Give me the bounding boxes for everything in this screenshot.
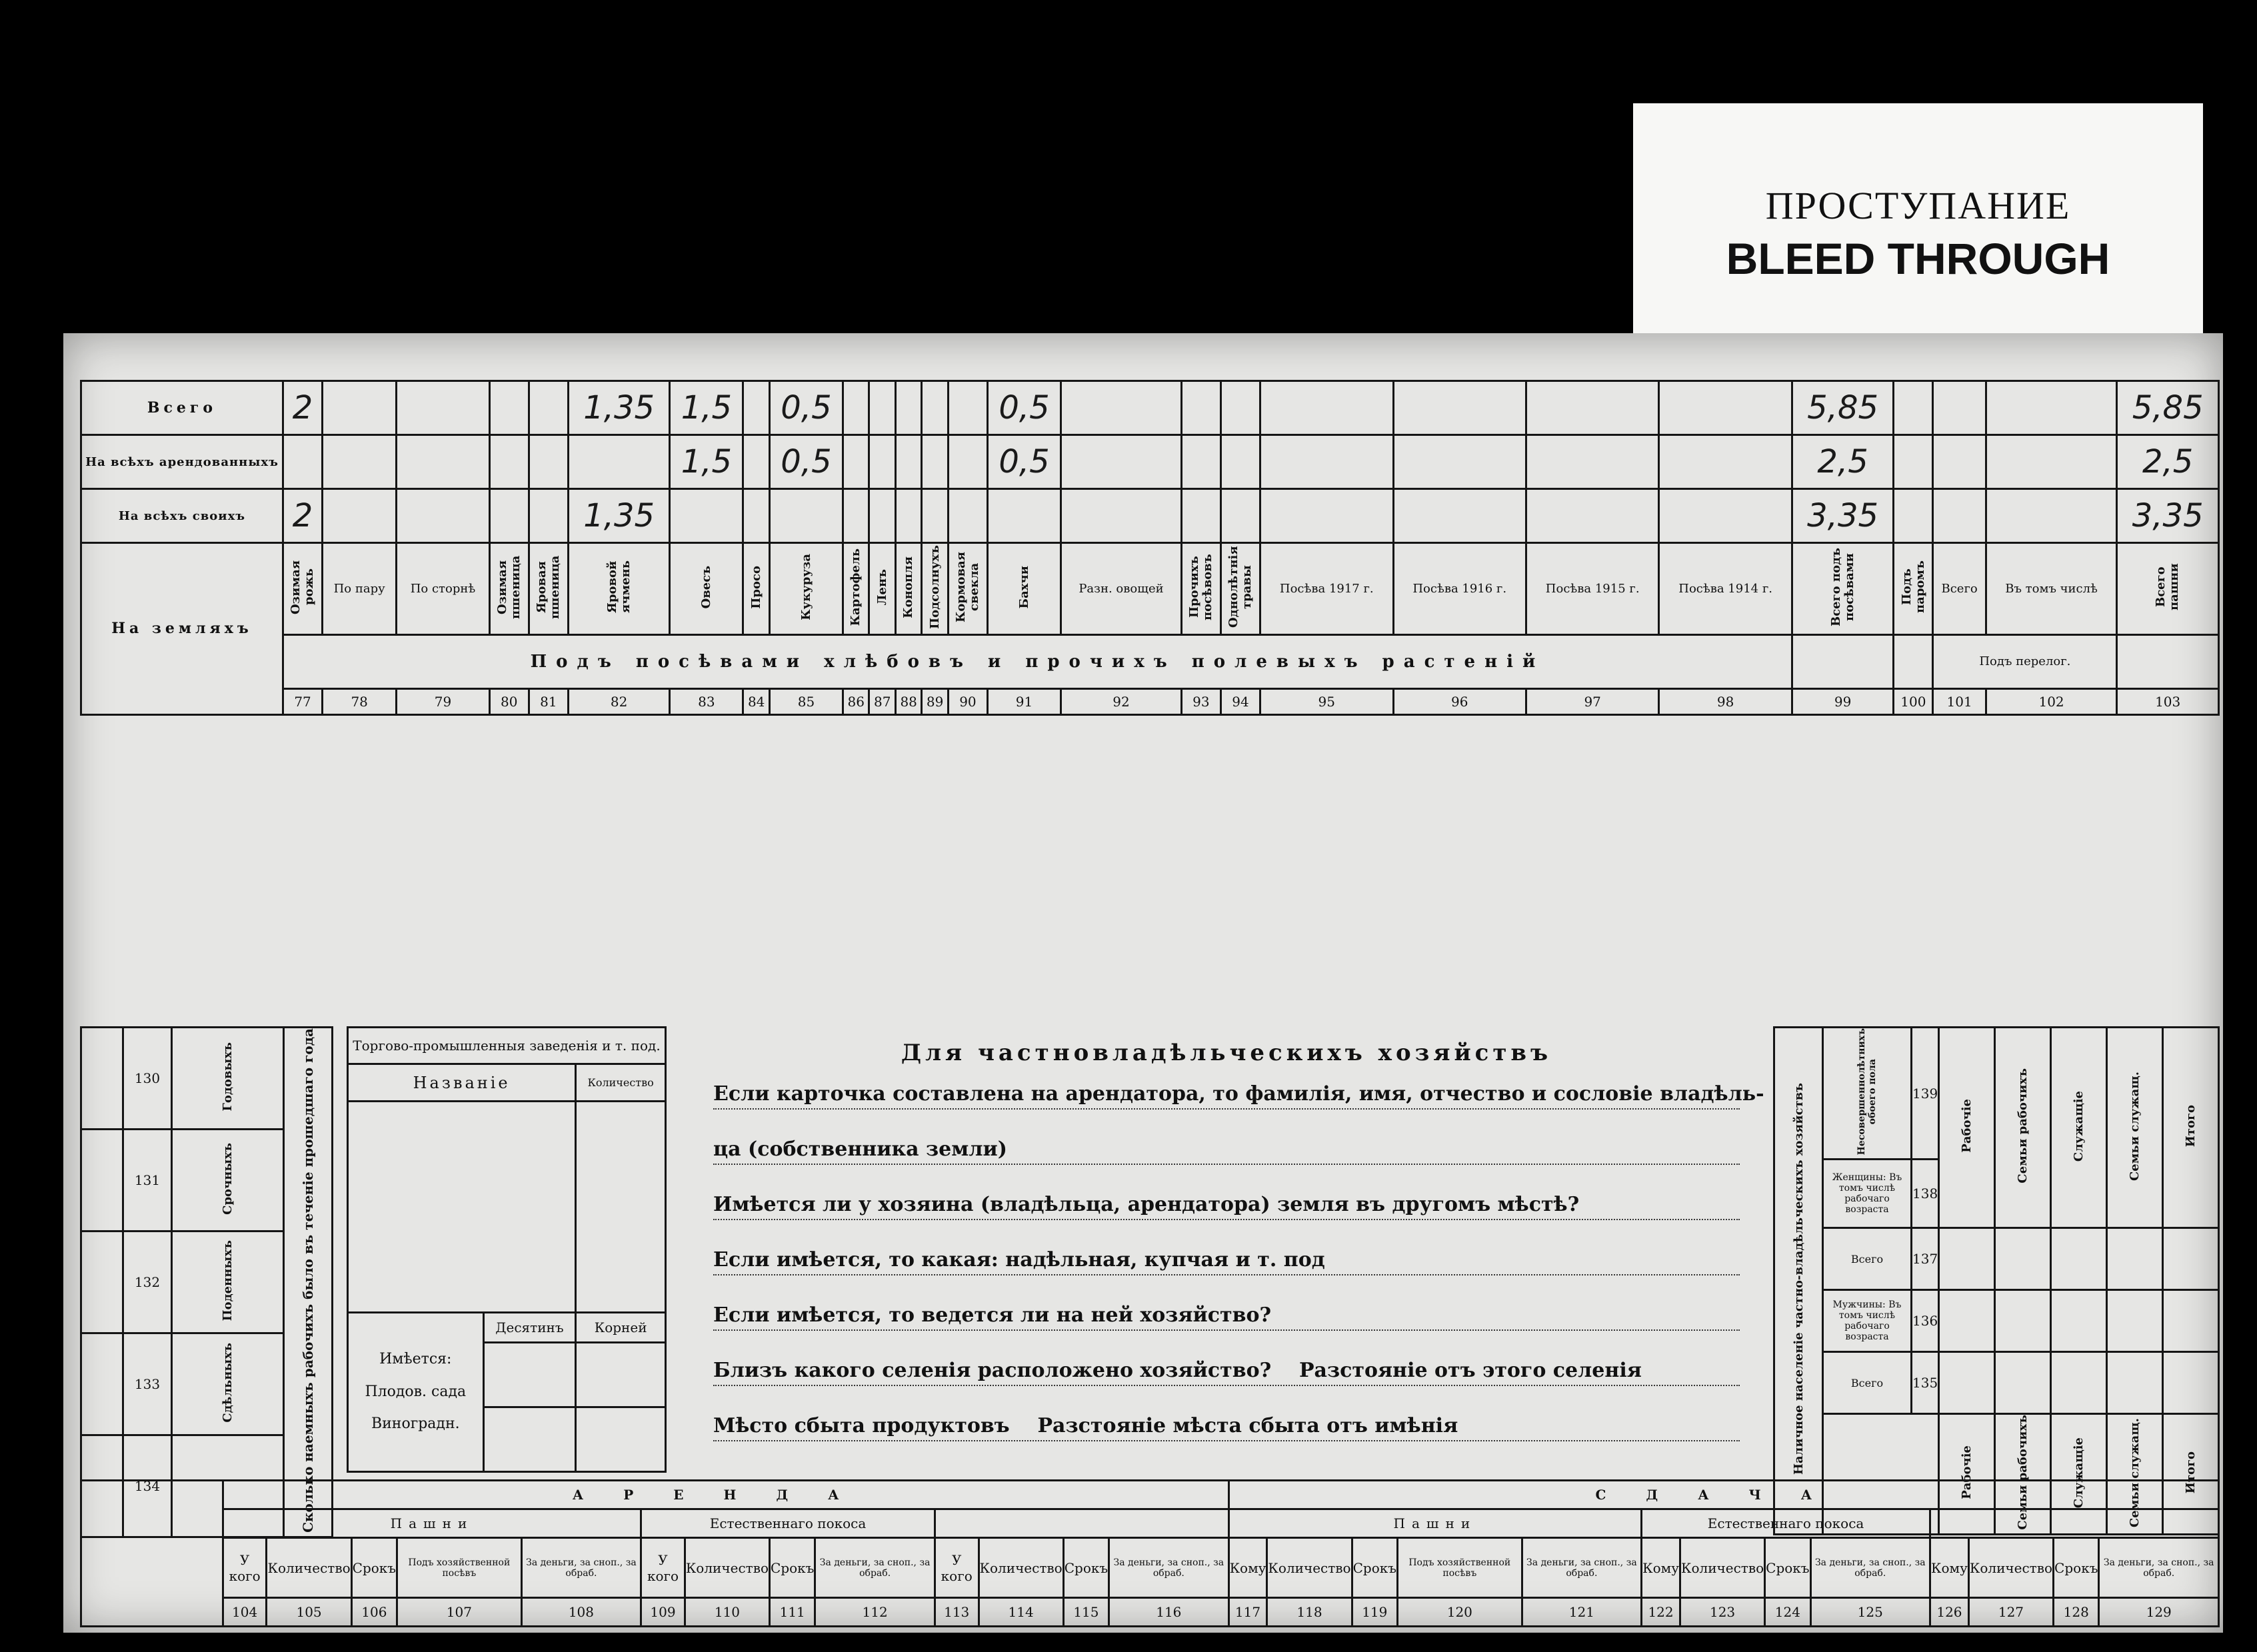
row-label-own: На всѣхъ своихъ [81, 489, 283, 543]
hw-r1c7: 1,5 [670, 381, 743, 435]
lh-121: За деньги, за сноп., за обраб. [1522, 1538, 1641, 1598]
crop-num-6: 83 [670, 688, 743, 714]
crop-h-6: Овесъ [699, 565, 713, 609]
row-label-total: Всего [81, 381, 283, 435]
pop-foot-0: Рабочіе [1960, 1445, 1974, 1499]
crops-section [80, 380, 2220, 1020]
crop-h-16: Прочихъ посѣвовъ [1187, 554, 1214, 620]
sdacha-pashni: Пашни [1228, 1509, 1642, 1538]
pop-col-4: Итого [2184, 1105, 2198, 1148]
crop-h-17: Однолѣтнія травы [1226, 546, 1254, 628]
lh-120: Подъ хозяйственной посѣвъ [1397, 1538, 1522, 1598]
crop-num-14: 91 [987, 688, 1061, 714]
hw-r2c27: 2,5 [2117, 435, 2219, 489]
worker-label-2: Поденныхъ [221, 1239, 235, 1321]
row-label-lands: На земляхъ [81, 543, 283, 715]
crop-h-22: Всего подъ посѣвами [1828, 548, 1856, 626]
lh-111: Срокъ [770, 1538, 815, 1598]
crop-num-15: 92 [1061, 688, 1182, 714]
crop-headers [81, 543, 2219, 635]
bleed-through-notice [1633, 103, 2203, 350]
trade-title: Торгово-промышленныя заведенія и т. под. [348, 1028, 666, 1064]
hw-r1c1: 2 [283, 381, 323, 435]
worker-num-4: 134 [123, 1435, 172, 1537]
desyatin-col: Десятинъ [483, 1312, 576, 1342]
private-q3: Если имѣется, то какая: надѣльная, купчая и т. под [713, 1248, 1740, 1275]
hw-r2c9: 0,5 [769, 435, 843, 489]
crop-num-24: 101 [1933, 688, 1986, 714]
lh-129: За деньги, за сноп., за обраб. [2099, 1538, 2219, 1598]
lease-num-15: 119 [1352, 1598, 1397, 1627]
lh-116: За деньги, за сноп., за обраб. [1109, 1538, 1228, 1598]
worker-num-0: 130 [123, 1028, 172, 1130]
hw-r1c9: 0,5 [769, 381, 843, 435]
roots-col: Корней [576, 1312, 666, 1342]
notice-en: BLEED THROUGH [1726, 234, 2110, 283]
crop-num-21: 98 [1659, 688, 1792, 714]
crop-num-18: 95 [1260, 688, 1393, 714]
lease-num-17: 121 [1522, 1598, 1641, 1627]
lh-105: Количество [267, 1538, 351, 1598]
lease-num-1: 105 [267, 1598, 351, 1627]
lease-num-4: 108 [521, 1598, 641, 1627]
crop-h-11: Конопля [901, 556, 916, 618]
hw-r1c23: 5,85 [1792, 381, 1893, 435]
lease-num-24: 128 [2054, 1598, 2099, 1627]
lease-table [80, 1479, 2220, 1627]
workers-table [80, 1026, 333, 1538]
crop-num-26: 103 [2117, 688, 2219, 714]
lease-num-11: 115 [1063, 1598, 1109, 1627]
pop-foot-2: Служащіе [2072, 1437, 2086, 1508]
worker-num-2: 132 [123, 1231, 172, 1333]
row-total [81, 381, 2219, 435]
lease-num-20: 124 [1765, 1598, 1810, 1627]
perelog-label: Подъ перелог. [1933, 634, 2117, 688]
hw-r1c27: 5,85 [2117, 381, 2219, 435]
pop-women-incl: Въ томъ числѣ рабочаго возраста [1838, 1172, 1902, 1216]
lease-num-8: 112 [815, 1598, 935, 1627]
crop-num-13: 90 [948, 688, 987, 714]
lh-106: Срокъ [351, 1538, 397, 1598]
crop-h-20: Посѣва 1915 г. [1526, 543, 1658, 635]
crop-num-2: 79 [397, 688, 489, 714]
lh-117: Кому [1228, 1538, 1267, 1598]
crop-num-4: 81 [529, 688, 568, 714]
lease-num-18: 122 [1642, 1598, 1680, 1627]
pop-men-incl: Въ томъ числѣ рабочаго возраста [1838, 1299, 1902, 1343]
lh-122: Кому [1642, 1538, 1680, 1598]
crop-h-25: Въ томъ числѣ [1986, 543, 2117, 635]
crop-num-10: 87 [869, 688, 895, 714]
crop-h-23: Подъ паромъ [1899, 560, 1927, 614]
lease-num-12: 116 [1109, 1598, 1228, 1627]
worker-num-3: 133 [123, 1333, 172, 1435]
crop-h-9: Картофель [849, 548, 863, 626]
pop-col-3: Семьи служащ. [2128, 1071, 2142, 1181]
private-q5b: Разстояніе отъ этого селенія [1298, 1359, 1642, 1382]
lease-sdacha: СДАЧА [1228, 1481, 2218, 1509]
crop-num-12: 89 [922, 688, 948, 714]
hw-r2c15: 0,5 [987, 435, 1061, 489]
pop-num-3: 138 [1912, 1160, 1939, 1228]
pop-num-4: 139 [1912, 1028, 1939, 1160]
lease-num-16: 120 [1397, 1598, 1522, 1627]
crop-h-19: Посѣва 1916 г. [1393, 543, 1526, 635]
lh-125: За деньги, за сноп., за обраб. [1810, 1538, 1930, 1598]
crop-num-9: 86 [843, 688, 869, 714]
private-q6b: Разстояніе мѣста сбыта отъ имѣнія [1037, 1414, 1458, 1437]
lh-110: Количество [685, 1538, 769, 1598]
crop-num-5: 82 [568, 688, 669, 714]
arenda-pashni: Пашни [223, 1509, 641, 1538]
lease-num-23: 127 [1968, 1598, 2053, 1627]
lease-section [80, 1479, 2220, 1639]
worker-label-1: Срочныхъ [221, 1142, 235, 1215]
notice-ru: ПРОСТУПАНИЕ [1765, 184, 2071, 227]
crop-num-25: 102 [1986, 688, 2117, 714]
crop-h-2: По сторнѣ [397, 543, 489, 635]
crop-num-23: 100 [1894, 688, 1933, 714]
lease-num-25: 129 [2099, 1598, 2219, 1627]
worker-label-0: Годовыхъ [221, 1042, 235, 1112]
crop-h-14: Бахчи [1017, 565, 1031, 609]
worker-label-3: Сдѣльныхъ [221, 1342, 235, 1423]
private-q1b: ца (собственника земли) [713, 1138, 1740, 1165]
census-card [63, 333, 2223, 1633]
crop-h-1: По пару [323, 543, 397, 635]
lease-num-9: 113 [935, 1598, 979, 1627]
lh-112: За деньги, за сноп., за обраб. [815, 1538, 935, 1598]
workers-side-label: Сколько наемныхъ рабочихъ было въ теченіе прошедшаго года [300, 1028, 316, 1533]
private-title: Для частновладѣльческихъ хозяйствъ [901, 1040, 1552, 1066]
crop-num-22: 99 [1792, 688, 1893, 714]
lh-128: Срокъ [2054, 1538, 2099, 1598]
hw-r2c7: 1,5 [670, 435, 743, 489]
crop-h-5: Яровой ячмень [605, 560, 633, 614]
crop-num-17: 94 [1220, 688, 1260, 714]
pop-col-1: Семьи рабочихъ [2016, 1068, 2030, 1184]
garden-label: Плодов. сада [365, 1383, 467, 1400]
private-q4: Если имѣется, то ведется ли на ней хозяйство? [713, 1303, 1740, 1331]
pop-women: Женщины: [1832, 1172, 1886, 1184]
pop-men-all: Всего [1823, 1352, 1912, 1414]
pop-foot-4: Итого [2184, 1451, 2198, 1494]
crop-num-3: 80 [489, 688, 529, 714]
lh-108: За деньги, за сноп., за обраб. [521, 1538, 641, 1598]
pop-col-0: Рабочіе [1960, 1099, 1974, 1153]
hw-r3c1: 2 [283, 489, 323, 543]
hw-r2c23: 2,5 [1792, 435, 1893, 489]
hw-r1c6: 1,35 [568, 381, 669, 435]
crop-h-0: Озимая рожь [289, 560, 317, 614]
lh-104: У кого [223, 1538, 267, 1598]
crop-h-26: Всего пашни [2154, 563, 2182, 611]
private-q5a: Близъ какого селенія расположено хозяйство? [713, 1359, 1272, 1382]
trade-qty-col: Количество [576, 1064, 666, 1101]
lh-123: Количество [1680, 1538, 1764, 1598]
lh-127: Количество [1968, 1538, 2053, 1598]
row-label-leased: На всѣхъ арендованныхъ [81, 435, 283, 489]
lease-num-3: 107 [397, 1598, 522, 1627]
pop-num-0: 135 [1912, 1352, 1939, 1414]
lh-124: Срокъ [1765, 1538, 1810, 1598]
crop-h-4: Яровая пшеница [535, 555, 562, 619]
crop-num-0: 77 [283, 688, 323, 714]
crop-h-12: Подсолнухъ [927, 545, 942, 629]
row-leased [81, 435, 2219, 489]
crop-h-15: Разн. овощей [1061, 543, 1182, 635]
lh-109: У кого [641, 1538, 685, 1598]
crop-numbers [81, 688, 2219, 714]
row-own [81, 489, 2219, 543]
sdacha-pokos: Естественнаго покоса [1642, 1509, 1930, 1538]
private-q2: Имѣется ли у хозяина (владѣльца, арендатора) земля въ другомъ мѣстѣ? [713, 1193, 1740, 1220]
hw-r3c6: 1,35 [568, 489, 669, 543]
crop-h-8: Кукуруза [799, 554, 813, 620]
trade-table [347, 1026, 667, 1473]
trade-name-col: Названіе [348, 1064, 576, 1101]
crop-num-1: 78 [323, 688, 397, 714]
crop-h-21: Посѣва 1914 г. [1659, 543, 1792, 635]
crop-num-19: 96 [1393, 688, 1526, 714]
hw-r3c23: 3,35 [1792, 489, 1893, 543]
lease-num-6: 110 [685, 1598, 769, 1627]
crops-title: Подъ посѣвами хлѣбовъ и прочихъ полевыхъ растеній [283, 634, 1792, 688]
pop-men: Мужчины: [1832, 1299, 1886, 1311]
lh-115: Срокъ [1063, 1538, 1109, 1598]
crop-h-10: Ленъ [875, 568, 889, 606]
pop-num-2: 137 [1912, 1228, 1939, 1290]
population-table [1773, 1026, 2220, 1535]
lease-num-21: 125 [1810, 1598, 1930, 1627]
lh-126: Кому [1930, 1538, 1969, 1598]
pop-young: Несовершеннолѣтнихъ обоего пола [1856, 1028, 1878, 1156]
lease-num-10: 114 [979, 1598, 1063, 1627]
lh-119: Срокъ [1352, 1538, 1397, 1598]
pop-foot-1: Семьи рабочихъ [2016, 1415, 2030, 1530]
private-q6a: Мѣсто сбыта продуктовъ [713, 1414, 1010, 1437]
private-q1: Если карточка составлена на арендатора, то фамилія, имя, отчество и сословіе владѣль- [713, 1082, 1740, 1110]
lease-num-2: 106 [351, 1598, 397, 1627]
lh-107: Подъ хозяйственной посѣвъ [397, 1538, 522, 1598]
population-side: Наличное населеніе частно-владѣльческихъ хозяйствъ [1791, 1083, 1806, 1475]
crop-h-18: Посѣва 1917 г. [1260, 543, 1393, 635]
crop-num-20: 97 [1526, 688, 1658, 714]
lease-num-13: 117 [1228, 1598, 1267, 1627]
crop-title-row [81, 634, 2219, 688]
crop-num-16: 93 [1181, 688, 1220, 714]
lease-num-19: 123 [1680, 1598, 1764, 1627]
has-label: Имѣется: [379, 1351, 452, 1368]
lease-num-0: 104 [223, 1598, 267, 1627]
crop-num-11: 88 [895, 688, 921, 714]
crop-num-7: 84 [743, 688, 769, 714]
crop-num-8: 85 [769, 688, 843, 714]
vineyard-label: Виноградн. [371, 1415, 460, 1432]
worker-num-1: 131 [123, 1129, 172, 1231]
lease-arenda: АРЕНДА [223, 1481, 1228, 1509]
pop-women-all: Всего [1823, 1228, 1912, 1290]
lh-113: У кого [935, 1538, 979, 1598]
pop-foot-3: Семьи служащ. [2128, 1417, 2142, 1527]
crop-h-24: Всего [1933, 543, 1986, 635]
lease-num-5: 109 [641, 1598, 685, 1627]
lh-114: Количество [979, 1538, 1063, 1598]
lease-num-22: 126 [1930, 1598, 1969, 1627]
pop-col-2: Служащіе [2072, 1090, 2086, 1162]
lease-num-14: 118 [1267, 1598, 1352, 1627]
lease-num-7: 111 [770, 1598, 815, 1627]
private-farms-block [693, 1026, 1764, 1473]
hw-r3c27: 3,35 [2117, 489, 2219, 543]
lh-118: Количество [1267, 1538, 1352, 1598]
pop-num-1: 136 [1912, 1290, 1939, 1352]
crops-table [80, 380, 2220, 716]
arenda-pokos: Естественнаго покоса [641, 1509, 935, 1538]
hw-r1c15: 0,5 [987, 381, 1061, 435]
crop-h-7: Просо [749, 565, 763, 609]
crop-h-13: Кормовая свекла [954, 551, 981, 623]
crop-h-3: Озимая пшеница [495, 555, 523, 619]
